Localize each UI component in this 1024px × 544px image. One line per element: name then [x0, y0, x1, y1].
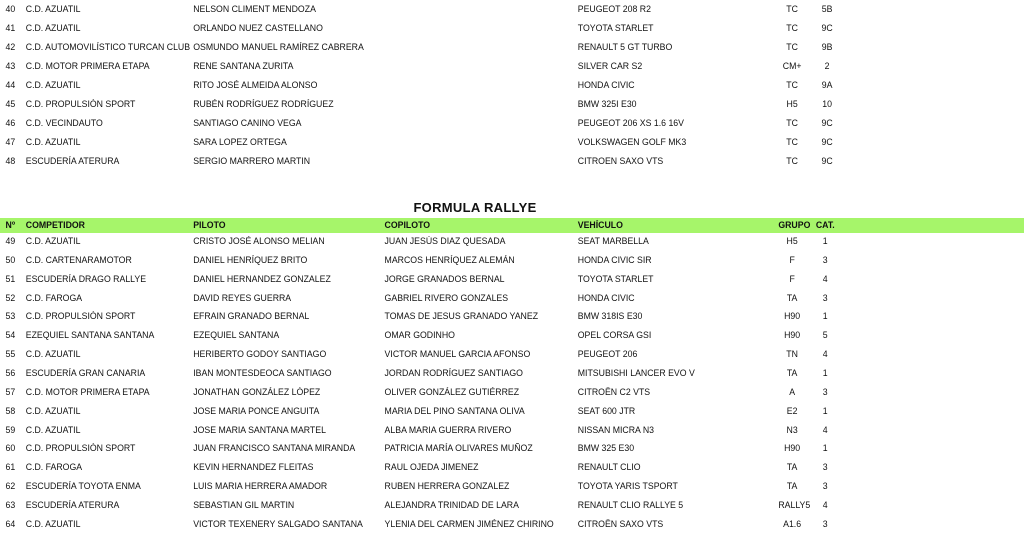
table-row	[0, 0, 942, 19]
cell-piloto: HERIBERTO GODOY SANTIAGO	[193, 349, 327, 361]
cell-competidor: ESCUDERÍA DRAGO RALLYE	[25, 273, 147, 285]
cell-competidor: ESCUDERÍA ATERURA	[25, 499, 120, 511]
cell-copiloto: GABRIEL RIVERO GONZALES	[384, 292, 509, 304]
cell-competidor: C.D. VECINDAUTO	[25, 118, 103, 129]
cell-num: 47	[5, 137, 16, 148]
cell-competidor: ESCUDERÍA TOYOTA ENMA	[25, 481, 141, 493]
cell-num: 52	[5, 292, 16, 304]
cell-piloto: DAVID REYES GUERRA	[193, 292, 292, 304]
table-row	[0, 133, 942, 152]
cell-cat: 9C	[821, 118, 833, 129]
cell-piloto: JUAN FRANCISCO SANTANA MIRANDA	[193, 443, 356, 455]
cell-copiloto: OLIVER GONZÁLEZ GUTIÉRREZ	[384, 386, 520, 398]
cell-vehiculo: HONDA CIVIC SIR	[577, 254, 652, 266]
cell-num: 59	[5, 424, 16, 436]
cell-piloto: NELSON CLIMENT MENDOZA	[193, 4, 316, 15]
cell-piloto: JOSE MARIA PONCE ANGUITA	[193, 405, 320, 417]
cell-copiloto: RUBEN HERRERA GONZALEZ	[384, 481, 510, 493]
cell-grupo: TA	[786, 292, 798, 304]
cell-vehiculo: RENAULT CLIO RALLYE 5	[577, 499, 684, 511]
cell-grupo: TC	[786, 4, 798, 15]
cell-num: 63	[5, 499, 16, 511]
cell-num: 62	[5, 481, 16, 493]
cell-competidor: C.D. AZUATIL	[25, 137, 81, 148]
cell-vehiculo: TOYOTA STARLET	[577, 23, 654, 34]
cell-cat: 3	[822, 481, 828, 493]
table-row	[0, 38, 942, 57]
cell-grupo: H90	[784, 443, 801, 455]
cell-copiloto: TOMAS DE JESUS GRANADO YANEZ	[384, 311, 539, 323]
table-row	[0, 76, 942, 95]
cell-vehiculo: PEUGEOT 206	[577, 349, 638, 361]
cell-copiloto: ALEJANDRA TRINIDAD DE LARA	[384, 499, 519, 511]
cell-cat: 3	[822, 292, 828, 304]
cell-piloto: RUBÉN RODRÍGUEZ RODRÍGUEZ	[193, 99, 334, 110]
cell-grupo: TA	[786, 367, 798, 379]
cell-num: 45	[5, 99, 16, 110]
cell-num: 57	[5, 386, 16, 398]
cell-num: 46	[5, 118, 16, 129]
cell-grupo: H5	[786, 99, 798, 110]
cell-grupo: A1.6	[783, 518, 802, 530]
cell-cat: 1	[822, 236, 828, 247]
cell-copiloto: JORDAN RODRÍGUEZ SANTIAGO	[384, 367, 523, 379]
cell-cat: 1	[822, 311, 828, 323]
cell-grupo: RALLY5	[778, 499, 811, 511]
cell-grupo: TA	[786, 481, 798, 493]
cell-grupo: TA	[786, 462, 798, 474]
cell-cat: 4	[822, 273, 828, 285]
cell-piloto: CRISTO JOSÉ ALONSO MELIAN	[193, 236, 325, 247]
cell-num: 54	[5, 330, 16, 342]
cell-vehiculo: BMW 318IS E30	[577, 311, 643, 323]
cell-vehiculo: CITROËN SAXO VTS	[577, 518, 664, 530]
cell-competidor: ESCUDERÍA ATERURA	[25, 156, 120, 167]
cell-vehiculo: VOLKSWAGEN GOLF MK3	[577, 137, 687, 148]
cell-vehiculo: PEUGEOT 208 R2	[577, 4, 651, 15]
cell-num: 42	[5, 42, 16, 53]
cell-copiloto: PATRICIA MARÍA OLIVARES MUÑOZ	[384, 443, 533, 455]
cell-copiloto: MARCOS HENRÍQUEZ ALEMÁN	[384, 254, 515, 266]
cell-competidor: C.D. MOTOR PRIMERA ETAPA	[25, 61, 150, 72]
cell-piloto: VICTOR TEXENERY SALGADO SANTANA	[193, 518, 363, 530]
cell-vehiculo: OPEL CORSA GSI	[577, 330, 652, 342]
cell-num: 51	[5, 273, 16, 285]
cell-piloto: OSMUNDO MANUEL RAMÍREZ CABRERA	[193, 42, 364, 53]
cell-copiloto: JUAN JESÚS DIAZ QUESADA	[384, 236, 506, 247]
table-row	[0, 515, 942, 534]
cell-grupo: H90	[784, 330, 801, 342]
cell-num: 61	[5, 462, 16, 474]
table-row	[0, 421, 942, 440]
cell-copiloto: YLENIA DEL CARMEN JIMÉNEZ CHIRINO	[384, 518, 554, 530]
cell-cat: 5B	[821, 4, 833, 15]
cell-cat: 3	[822, 462, 828, 474]
cell-competidor: C.D. AUTOMOVILÍSTICO TURCAN CLUB	[25, 42, 191, 53]
cell-grupo: TC	[786, 80, 798, 91]
cell-cat: 4	[822, 349, 828, 361]
cell-grupo: N3	[786, 424, 798, 436]
cell-num: 50	[5, 254, 16, 266]
cell-cat: 3	[822, 386, 828, 398]
header-cat: CAT.	[815, 220, 835, 231]
cell-cat: 4	[822, 499, 828, 511]
table-row	[0, 95, 942, 114]
cell-cat: 5	[822, 330, 828, 342]
cell-competidor: C.D. CARTENARAMOTOR	[25, 254, 132, 266]
table-row	[0, 364, 942, 383]
cell-piloto: SERGIO MARRERO MARTIN	[193, 156, 311, 167]
cell-cat: 9C	[821, 156, 833, 167]
cell-cat: 2	[824, 61, 830, 72]
cell-copiloto: RAUL OJEDA JIMENEZ	[384, 462, 479, 474]
cell-competidor: C.D. AZUATIL	[25, 80, 81, 91]
cell-num: 43	[5, 61, 16, 72]
section-title: FORMULA RALLYE	[413, 200, 537, 215]
header-grupo: GRUPO	[778, 220, 811, 231]
cell-num: 48	[5, 156, 16, 167]
cell-cat: 9C	[821, 23, 833, 34]
cell-grupo: TC	[786, 23, 798, 34]
cell-competidor: EZEQUIEL SANTANA SANTANA	[25, 330, 155, 342]
cell-piloto: SEBASTIAN GIL MARTIN	[193, 499, 295, 511]
cell-piloto: EFRAIN GRANADO BERNAL	[193, 311, 310, 323]
table-row	[0, 477, 942, 496]
cell-num: 64	[5, 518, 16, 530]
table-row	[0, 326, 942, 345]
header-competidor: COMPETIDOR	[25, 220, 85, 231]
cell-piloto: RENE SANTANA ZURITA	[193, 61, 294, 72]
cell-grupo: CM+	[782, 61, 802, 72]
cell-cat: 9B	[821, 42, 833, 53]
cell-vehiculo: SEAT 600 JTR	[577, 405, 636, 417]
cell-vehiculo: MITSUBISHI LANCER EVO V	[577, 367, 695, 379]
cell-grupo: H90	[784, 311, 801, 323]
cell-vehiculo: BMW 325I E30	[577, 99, 637, 110]
header-piloto: PILOTO	[193, 220, 226, 231]
cell-competidor: C.D. MOTOR PRIMERA ETAPA	[25, 386, 150, 398]
cell-num: 49	[5, 236, 16, 247]
cell-num: 41	[5, 23, 16, 34]
table-header	[0, 218, 1024, 233]
cell-vehiculo: HONDA CIVIC	[577, 80, 635, 91]
table-row	[0, 307, 942, 326]
cell-grupo: A	[789, 386, 796, 398]
table-row	[0, 402, 942, 421]
cell-grupo: F	[789, 273, 795, 285]
cell-num: 60	[5, 443, 16, 455]
cell-competidor: C.D. FAROGA	[25, 292, 83, 304]
cell-competidor: ESCUDERÍA GRAN CANARIA	[25, 367, 146, 379]
cell-piloto: DANIEL HERNANDEZ GONZALEZ	[193, 273, 331, 285]
cell-copiloto: MARIA DEL PINO SANTANA OLIVA	[384, 405, 525, 417]
cell-competidor: C.D. PROPULSIÓN SPORT	[25, 443, 136, 455]
table-row	[0, 152, 942, 171]
cell-piloto: SANTIAGO CANINO VEGA	[193, 118, 302, 129]
cell-competidor: C.D. AZUATIL	[25, 236, 81, 247]
cell-cat: 1	[822, 367, 828, 379]
cell-piloto: EZEQUIEL SANTANA	[193, 330, 280, 342]
cell-num: 53	[5, 311, 16, 323]
cell-competidor: C.D. AZUATIL	[25, 4, 81, 15]
cell-cat: 1	[822, 405, 828, 417]
cell-copiloto: VICTOR MANUEL GARCIA AFONSO	[384, 349, 531, 361]
cell-grupo: F	[789, 254, 795, 266]
cell-num: 55	[5, 349, 16, 361]
cell-competidor: C.D. AZUATIL	[25, 424, 81, 436]
cell-copiloto: JORGE GRANADOS BERNAL	[384, 273, 505, 285]
cell-piloto: DANIEL HENRÍQUEZ BRITO	[193, 254, 308, 266]
cell-vehiculo: RENAULT CLIO	[577, 462, 641, 474]
table-row	[0, 270, 942, 289]
table-row	[0, 345, 942, 364]
cell-competidor: C.D. AZUATIL	[25, 518, 81, 530]
header-vehiculo: VEHÍCULO	[577, 220, 623, 231]
cell-grupo: TC	[786, 118, 798, 129]
cell-grupo: TC	[786, 42, 798, 53]
cell-vehiculo: PEUGEOT 206 XS 1.6 16V	[577, 118, 685, 129]
cell-cat: 3	[822, 254, 828, 266]
table-row	[0, 232, 942, 251]
cell-piloto: KEVIN HERNANDEZ FLEITAS	[193, 462, 314, 474]
header-copiloto: COPILOTO	[384, 220, 431, 231]
table-row	[0, 19, 942, 38]
cell-cat: 1	[822, 443, 828, 455]
cell-num: 44	[5, 80, 16, 91]
cell-piloto: LUIS MARIA HERRERA AMADOR	[193, 481, 328, 493]
cell-competidor: C.D. PROPULSIÓN SPORT	[25, 99, 136, 110]
cell-vehiculo: SILVER CAR S2	[577, 61, 643, 72]
cell-copiloto: ALBA MARIA GUERRA RIVERO	[384, 424, 512, 436]
cell-vehiculo: CITROEN SAXO VTS	[577, 156, 664, 167]
cell-competidor: C.D. AZUATIL	[25, 349, 81, 361]
table-row	[0, 439, 942, 458]
cell-grupo: TN	[786, 349, 798, 361]
cell-piloto: SARA LOPEZ ORTEGA	[193, 137, 287, 148]
cell-num: 40	[5, 4, 16, 15]
cell-vehiculo: CITROËN C2 VTS	[577, 386, 651, 398]
cell-competidor: C.D. FAROGA	[25, 462, 83, 474]
cell-copiloto: OMAR GODINHO	[384, 330, 455, 342]
cell-piloto: ORLANDO NUEZ CASTELLANO	[193, 23, 323, 34]
cell-vehiculo: NISSAN MICRA N3	[577, 424, 655, 436]
cell-vehiculo: TOYOTA YARIS TSPORT	[577, 481, 678, 493]
cell-piloto: JONATHAN GONZÁLEZ LÓPEZ	[193, 386, 321, 398]
cell-grupo: E2	[786, 405, 798, 417]
cell-cat: 3	[822, 518, 828, 530]
cell-cat: 10	[822, 99, 832, 110]
table-row	[0, 458, 942, 477]
table-row	[0, 496, 942, 515]
table-row	[0, 251, 942, 270]
cell-piloto: JOSE MARIA SANTANA MARTEL	[193, 424, 326, 436]
table-row	[0, 57, 942, 76]
cell-num: 56	[5, 367, 16, 379]
cell-vehiculo: RENAULT 5 GT TURBO	[577, 42, 673, 53]
cell-competidor: C.D. AZUATIL	[25, 23, 81, 34]
cell-competidor: C.D. AZUATIL	[25, 405, 81, 417]
cell-piloto: IBAN MONTESDEOCA SANTIAGO	[193, 367, 332, 379]
cell-cat: 9A	[821, 80, 833, 91]
cell-vehiculo: BMW 325 E30	[577, 443, 635, 455]
cell-vehiculo: SEAT MARBELLA	[577, 236, 649, 247]
header-num: Nº	[5, 220, 16, 231]
cell-num: 58	[5, 405, 16, 417]
table-row	[0, 289, 942, 308]
cell-vehiculo: HONDA CIVIC	[577, 292, 635, 304]
cell-cat: 4	[822, 424, 828, 436]
cell-vehiculo: TOYOTA STARLET	[577, 273, 654, 285]
cell-cat: 9C	[821, 137, 833, 148]
cell-piloto: RITO JOSÉ ALMEIDA ALONSO	[193, 80, 318, 91]
table-row	[0, 383, 942, 402]
cell-grupo: TC	[786, 137, 798, 148]
cell-grupo: TC	[786, 156, 798, 167]
cell-grupo: H5	[786, 236, 798, 247]
table-row	[0, 114, 942, 133]
cell-competidor: C.D. PROPULSIÓN SPORT	[25, 311, 136, 323]
